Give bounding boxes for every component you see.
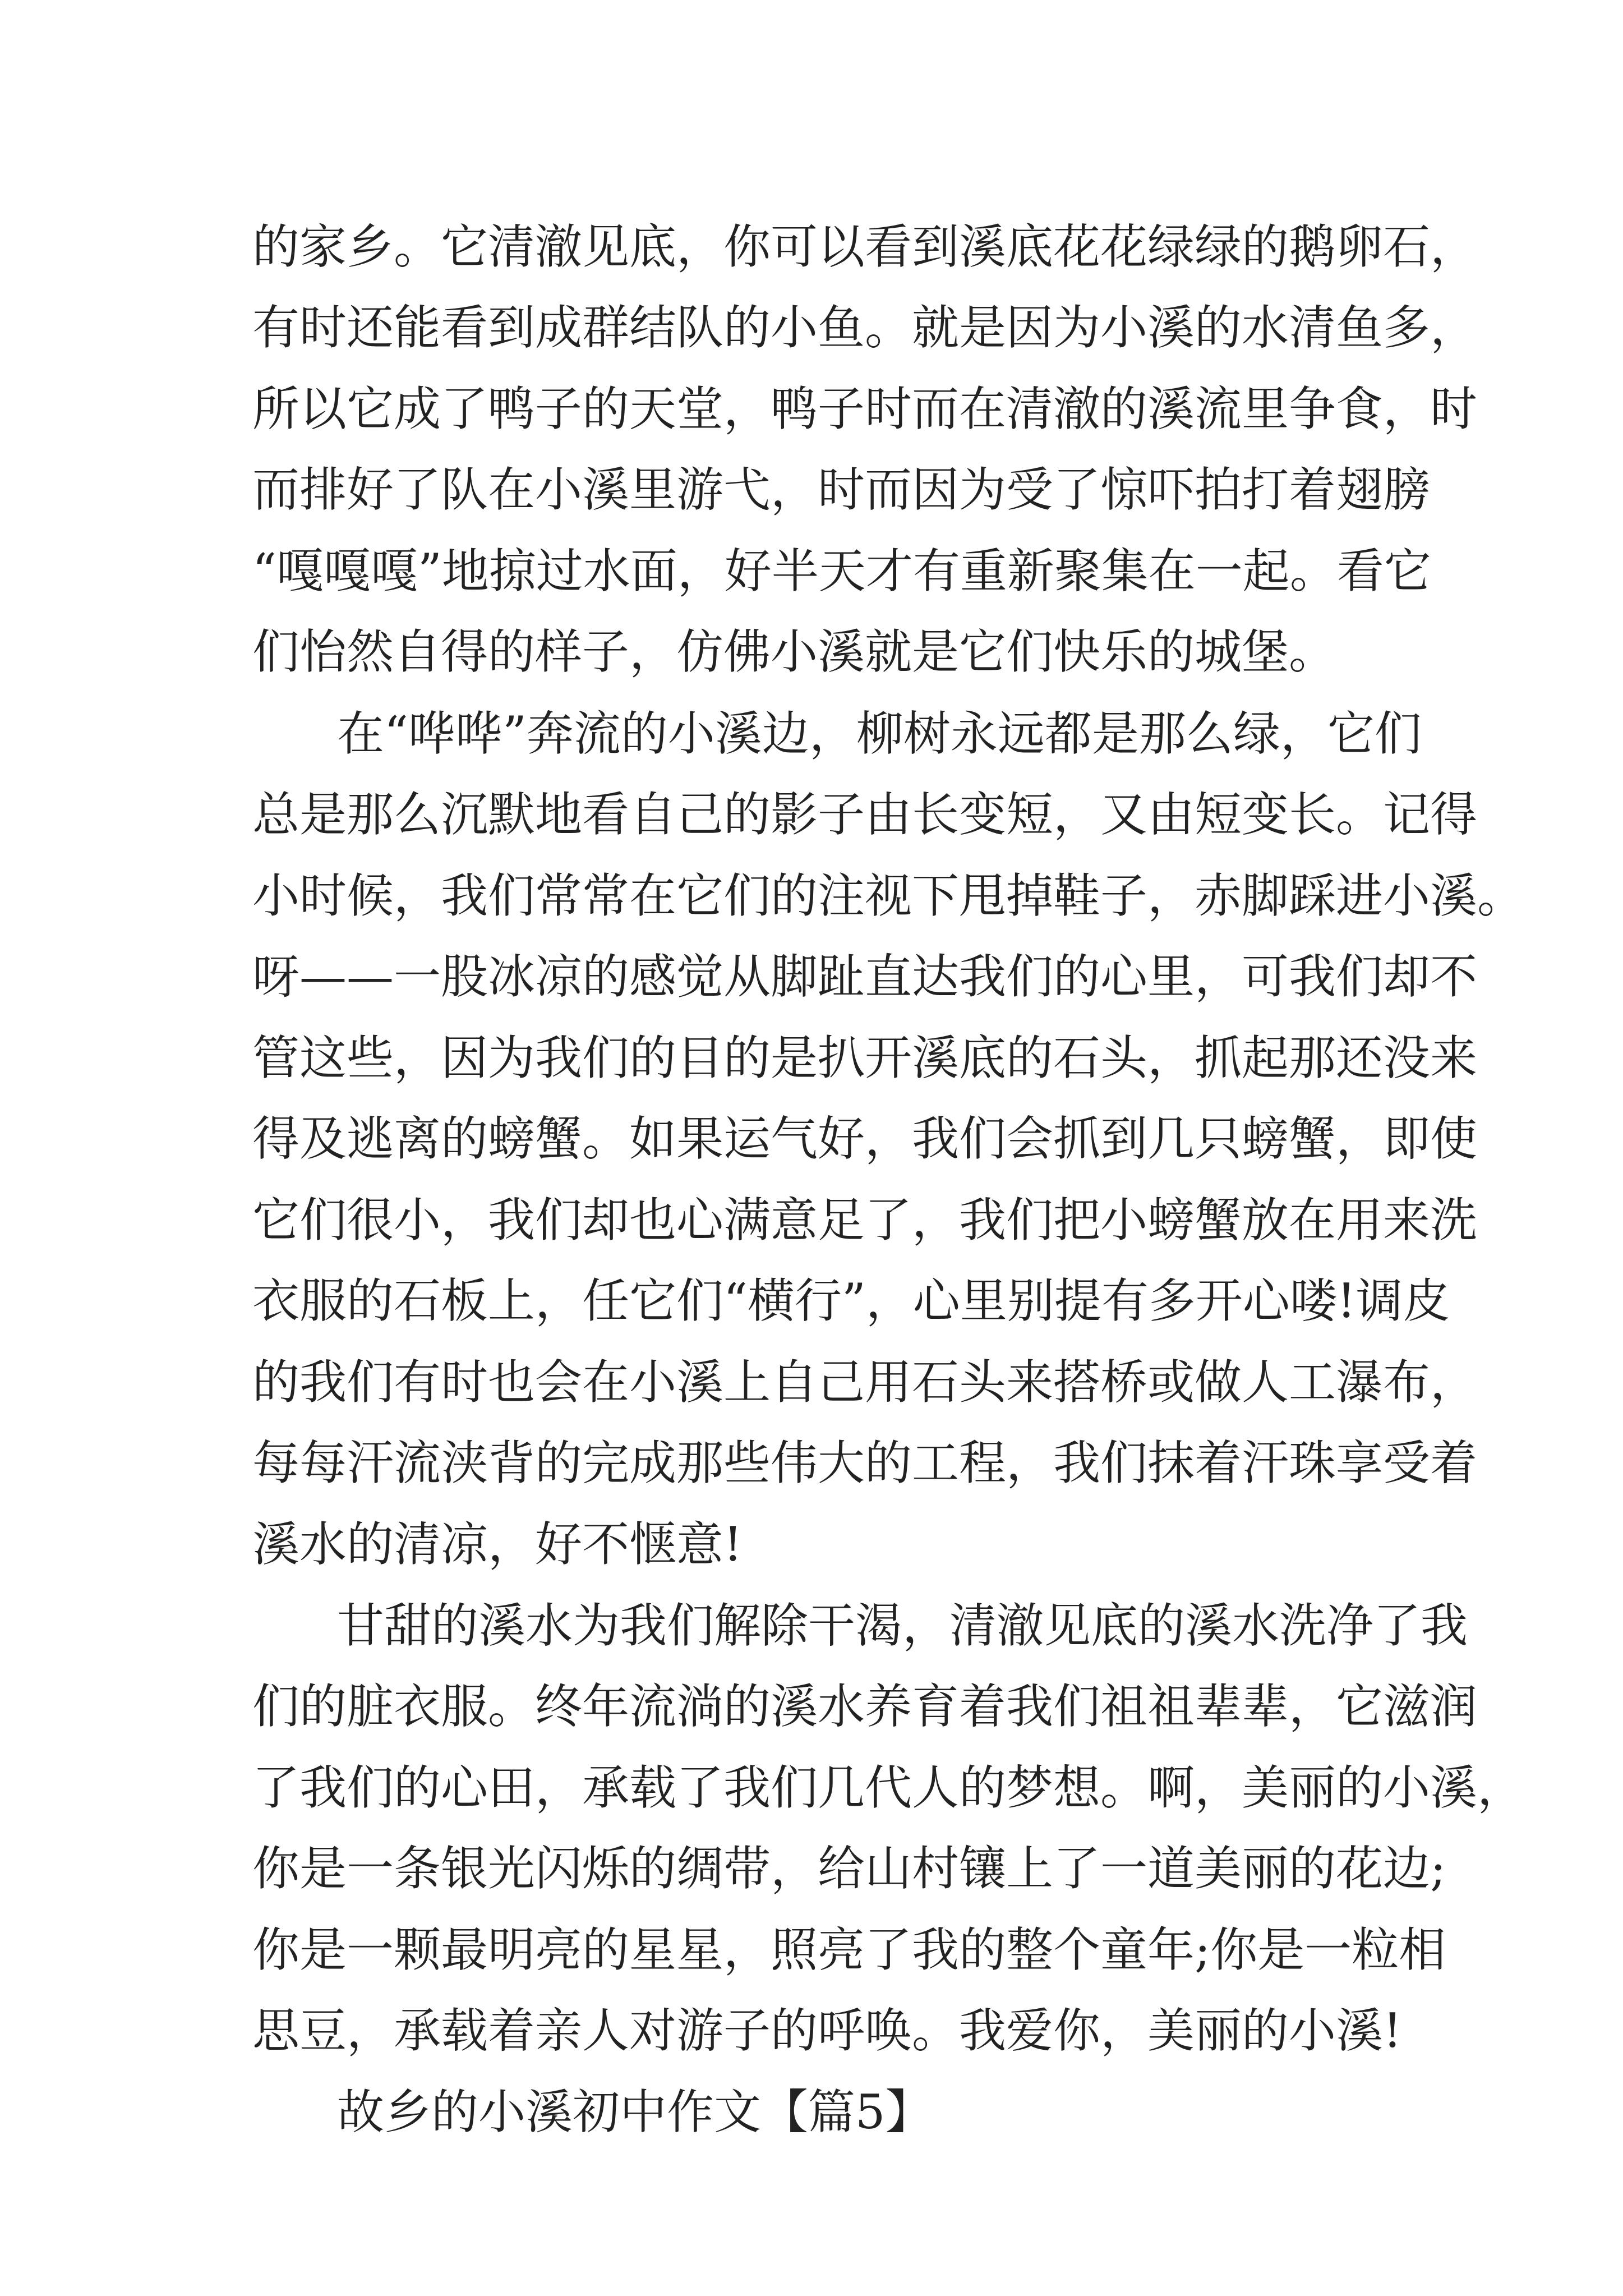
text-line: 思豆，承载着亲人对游子的呼唤。我爱你，美丽的小溪! [252, 2003, 1402, 2058]
text-line: “嘎嘎嘎”地掠过水面，好半天才有重新聚集在一起。看它 [252, 544, 1431, 599]
paragraph-first-line: 甘甜的溪水为我们解除干渴，清澈见底的溪水洗净了我 [337, 1598, 1468, 1653]
text-line: 每每汗流浃背的完成那些伟大的工程，我们抹着汗珠享受着 [252, 1435, 1478, 1490]
text-line: 呀——一股冰凉的感觉从脚趾直达我们的心里，可我们却不 [252, 949, 1478, 1004]
text-line: 而排好了队在小溪里游弋，时而因为受了惊吓拍打着翅膀 [252, 462, 1431, 517]
text-line: 有时还能看到成群结队的小鱼。就是因为小溪的水清鱼多， [252, 300, 1478, 355]
text-line: 衣服的石板上，任它们“横行”，心里别提有多开心喽!调皮 [252, 1273, 1450, 1328]
text-line: 的我们有时也会在小溪上自己用石头来搭桥或做人工瀑布， [252, 1355, 1478, 1410]
text-line: 你是一条银光闪烁的绸带，给山村镶上了一道美丽的花边; [252, 1841, 1446, 1896]
text-line: 管这些，因为我们的目的是扒开溪底的石头，抓起那还没来 [252, 1030, 1478, 1085]
text-line: 总是那么沉默地看自己的影子由长变短，又由短变长。记得 [252, 787, 1478, 842]
paragraph-first-line: 在“哗哗”奔流的小溪边，柳树永远都是那么绿，它们 [337, 706, 1422, 761]
text-line: 你是一颗最明亮的星星，照亮了我的整个童年;你是一粒相 [252, 1922, 1446, 1977]
text-line: 们的脏衣服。终年流淌的溪水养育着我们祖祖辈辈，它滋润 [252, 1679, 1478, 1734]
text-line: 的家乡。它清澈见底，你可以看到溪底花花绿绿的鹅卵石， [252, 219, 1478, 274]
text-line: 得及逃离的螃蟹。如果运气好，我们会抓到几只螃蟹，即使 [252, 1111, 1478, 1166]
text-line: 溪水的清凉，好不惬意! [252, 1517, 743, 1572]
text-line: 小时候，我们常常在它们的注视下甩掉鞋子，赤脚踩进小溪。 [252, 868, 1525, 923]
text-line: 了我们的心田，承载了我们几代人的梦想。啊，美丽的小溪， [252, 1760, 1525, 1815]
text-line: 它们很小，我们却也心满意足了，我们把小螃蟹放在用来洗 [252, 1193, 1478, 1248]
section-heading: 故乡的小溪初中作文【篇5】 [337, 2085, 933, 2139]
text-line: 们怡然自得的样子，仿佛小溪就是它们快乐的城堡。 [252, 624, 1336, 679]
text-line: 所以它成了鸭子的天堂，鸭子时而在清澈的溪流里争食，时 [252, 381, 1478, 436]
